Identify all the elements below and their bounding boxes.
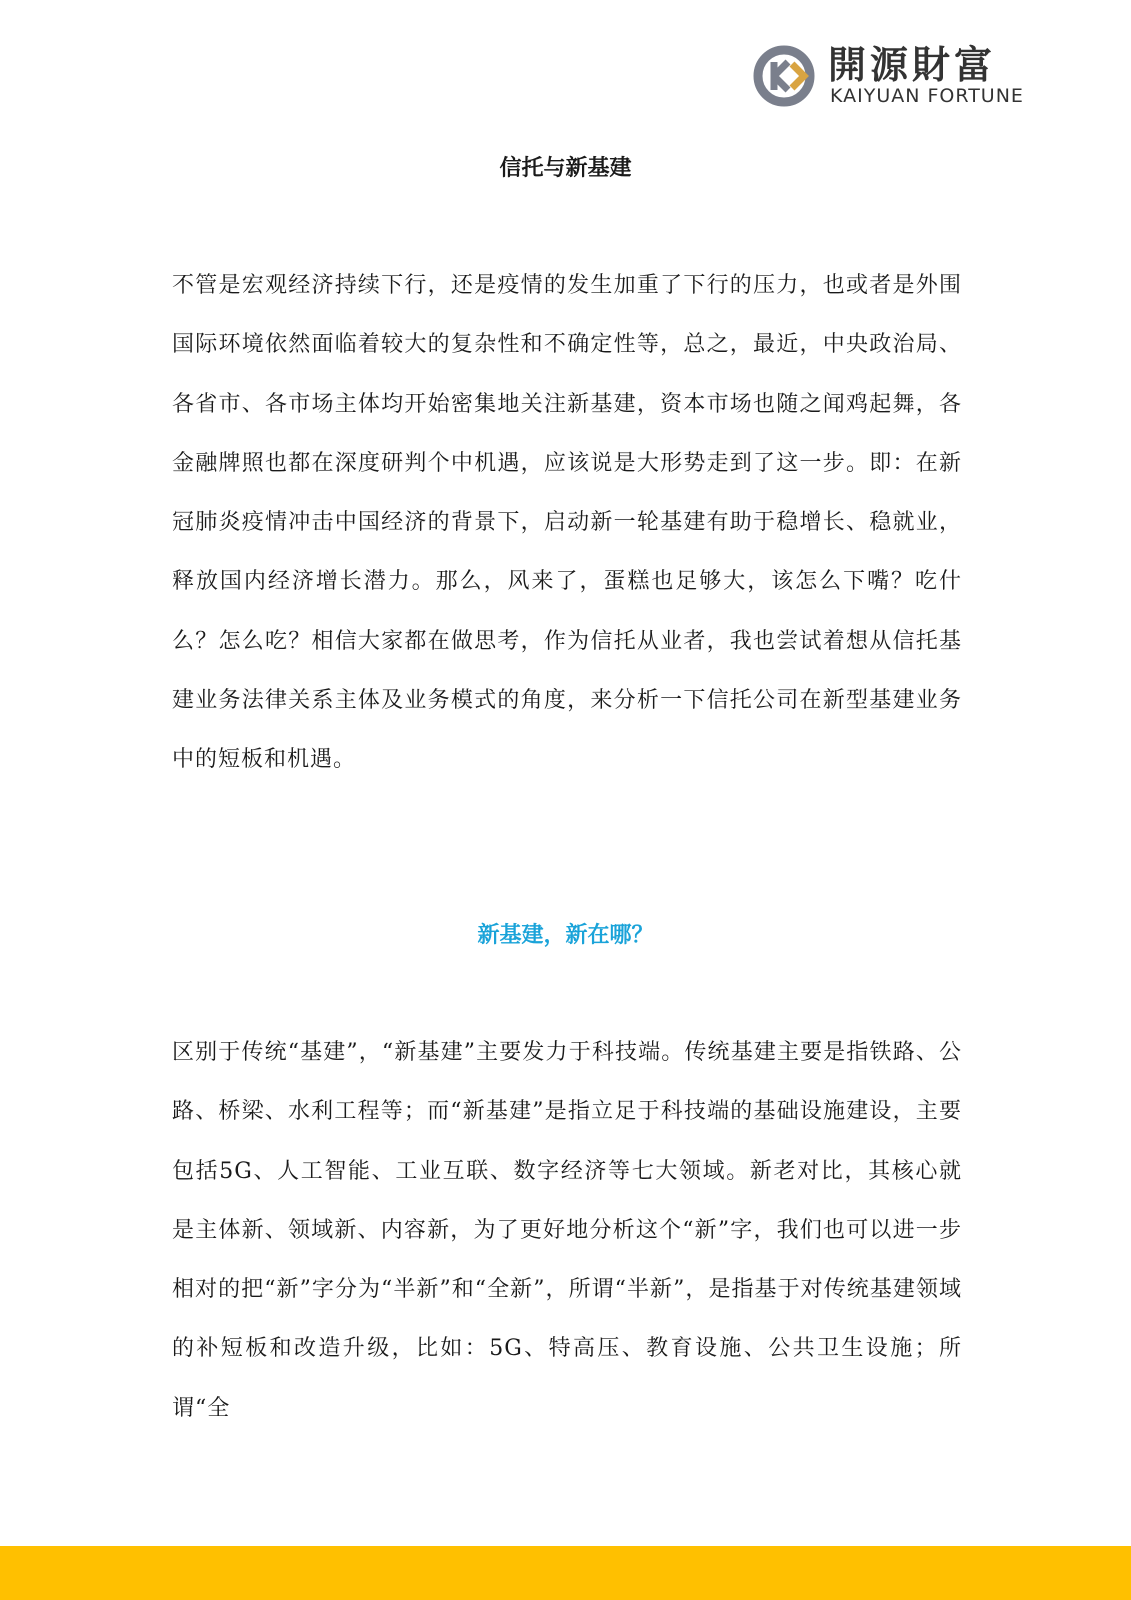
kaiyuan-fortune-logo [752,44,1052,108]
footer-bar [0,1546,1131,1600]
logo-english-name: KAIYUAN FORTUNE [830,85,1024,107]
document-title: 信托与新基建 [499,155,632,181]
kaiyuan-logo-icon [752,44,816,108]
intro-paragraph: 不管是宏观经济持续下行，还是疫情的发生加重了下行的压力，也或者是外围国际环境依然面临着较大的复杂性和不确定性等，总之，最近，中央政治局、各省市、各市场主体均开始密集地关注新基建，资本市场也随之闻鸡起舞，各金融牌照也都在深度研判个中机遇，应该说是大形势走到了这一步。即：在新冠肺炎疫情冲击中国经济的背景下，启动新一轮基建有助于稳增长、稳就业，释放国内经济增长潜力。那么，风来了，蛋糕也足够大，该怎么下嘴？吃什么？怎么吃？相信大家都在做思考，作为信托从业者，我也尝试着想从信托基建业务法律关系主体及业务模式的角度，来分析一下信托公司在新型基建业务中的短板和机遇。 [172,273,962,773]
body-paragraph: 区别于传统“基建”，“新基建”主要发力于科技端。传统基建主要是指铁路、公路、桥梁、水利工程等；而“新基建”是指立足于科技端的基础设施建设，主要包括5G、人工智能、工业互联、数字经济等七大领域。新老对比，其核心就是主体新、领域新、内容新，为了更好地分析这个“新”字，我们也可以进一步相对的把“新”字分为“半新”和“全新”，所谓“半新”，是指基于对传统基建领域的补短板和改造升级，比如：5G、特高压、教育设施、公共卫生设施；所谓“全 [172,1040,962,1421]
logo-chinese-name: 開源財富 [828,43,997,87]
section-heading: 新基建，新在哪？ [477,922,654,948]
